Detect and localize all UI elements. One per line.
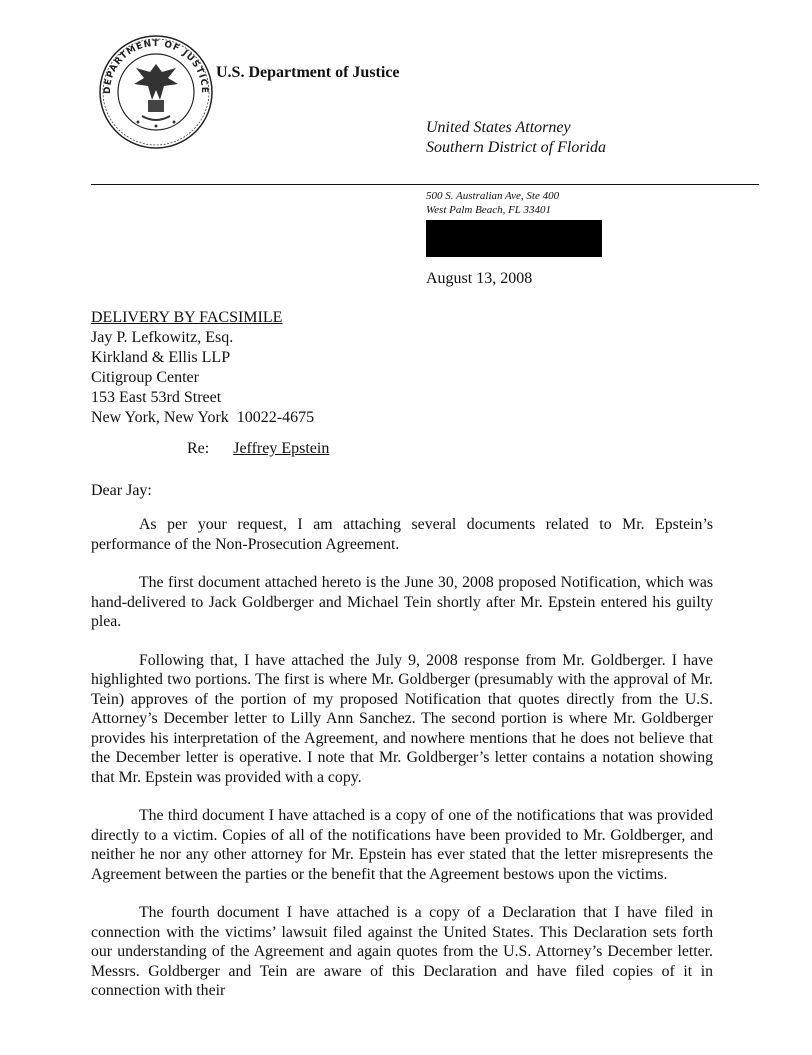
office-title: United States Attorney <box>426 119 571 136</box>
body-paragraph: Following that, I have attached the July 9, 2008 response from Mr. Goldberger. I have highlighted two portions. The first is where Mr. Goldberger (presumably with the approval of Mr. Tein) approves of the portion of my proposed Notification that quotes directly from the U.S. Attorney’s December letter to Lilly Ann Sanchez. The second portion is where Mr. Goldberger provides his interpretation of the Agreement, and nowhere mentions that he does not believe that the December letter is operative. I note that Mr. Goldberger’s letter contains a notation showing that Mr. Epstein was provided with a copy. <box>91 651 713 786</box>
recipient-building: Citigroup Center <box>91 369 199 386</box>
letter-body <box>91 515 713 1020</box>
body-paragraph: The first document attached hereto is the June 30, 2008 proposed Notification, which was hand-delivered to Jack Goldberger and Michael Tein shortly after Mr. Epstein entered his guilty plea. <box>91 574 713 630</box>
recipient-street: 153 East 53rd Street <box>91 389 222 406</box>
re-subject: Jeffrey Epstein <box>233 440 330 457</box>
re-label: Re: <box>187 440 210 457</box>
redaction-block <box>426 220 602 257</box>
letter-date: August 13, 2008 <box>426 270 533 287</box>
letterhead-divider <box>91 184 759 185</box>
body-paragraph: The fourth document I have attached is a copy of a Declaration that I have filed in connection with the victims’ lawsuit filed against the United States. This Declaration sets forth our understanding of the Agreement and again quotes from the U.S. Attorney’s December letter. Messrs. Goldberger and Tein are aware of this Declaration and have filed copies of it in connection with their <box>91 904 713 999</box>
recipient-name: Jay P. Lefkowitz, Esq. <box>91 329 234 346</box>
office-block <box>426 118 606 158</box>
recipient-firm: Kirkland & Ellis LLP <box>91 349 231 366</box>
office-address <box>426 189 559 217</box>
office-district: Southern District of Florida <box>426 139 606 156</box>
salutation: Dear Jay: <box>91 482 152 499</box>
address-city: West Palm Beach, FL 33401 <box>426 204 551 216</box>
body-paragraph: As per your request, I am attaching several documents related to Mr. Epstein’s performance of the Non-Prosecution Agreement. <box>91 516 713 553</box>
delivery-method: DELIVERY BY FACSIMILE <box>91 309 283 326</box>
seal-text: DEPARTMENT OF JUSTICE <box>102 38 210 95</box>
recipient-block <box>91 308 314 428</box>
address-street: 500 S. Australian Ave, Ste 400 <box>426 190 560 202</box>
re-line <box>187 440 329 458</box>
recipient-city: New York, New York 10022-4675 <box>91 409 315 426</box>
doj-seal <box>98 34 214 150</box>
body-paragraph: The third document I have attached is a copy of one of the notifications that was provided directly to a victim. Copies of all of the notifications have been provided to Mr. Goldberger, and neither he nor any other attorney for Mr. Epstein has ever stated that the letter misrepresents the Agreement between the parties or the benefit that the Agreement bestows upon the victims. <box>91 807 713 883</box>
agency-name: U.S. Department of Justice <box>216 64 400 81</box>
